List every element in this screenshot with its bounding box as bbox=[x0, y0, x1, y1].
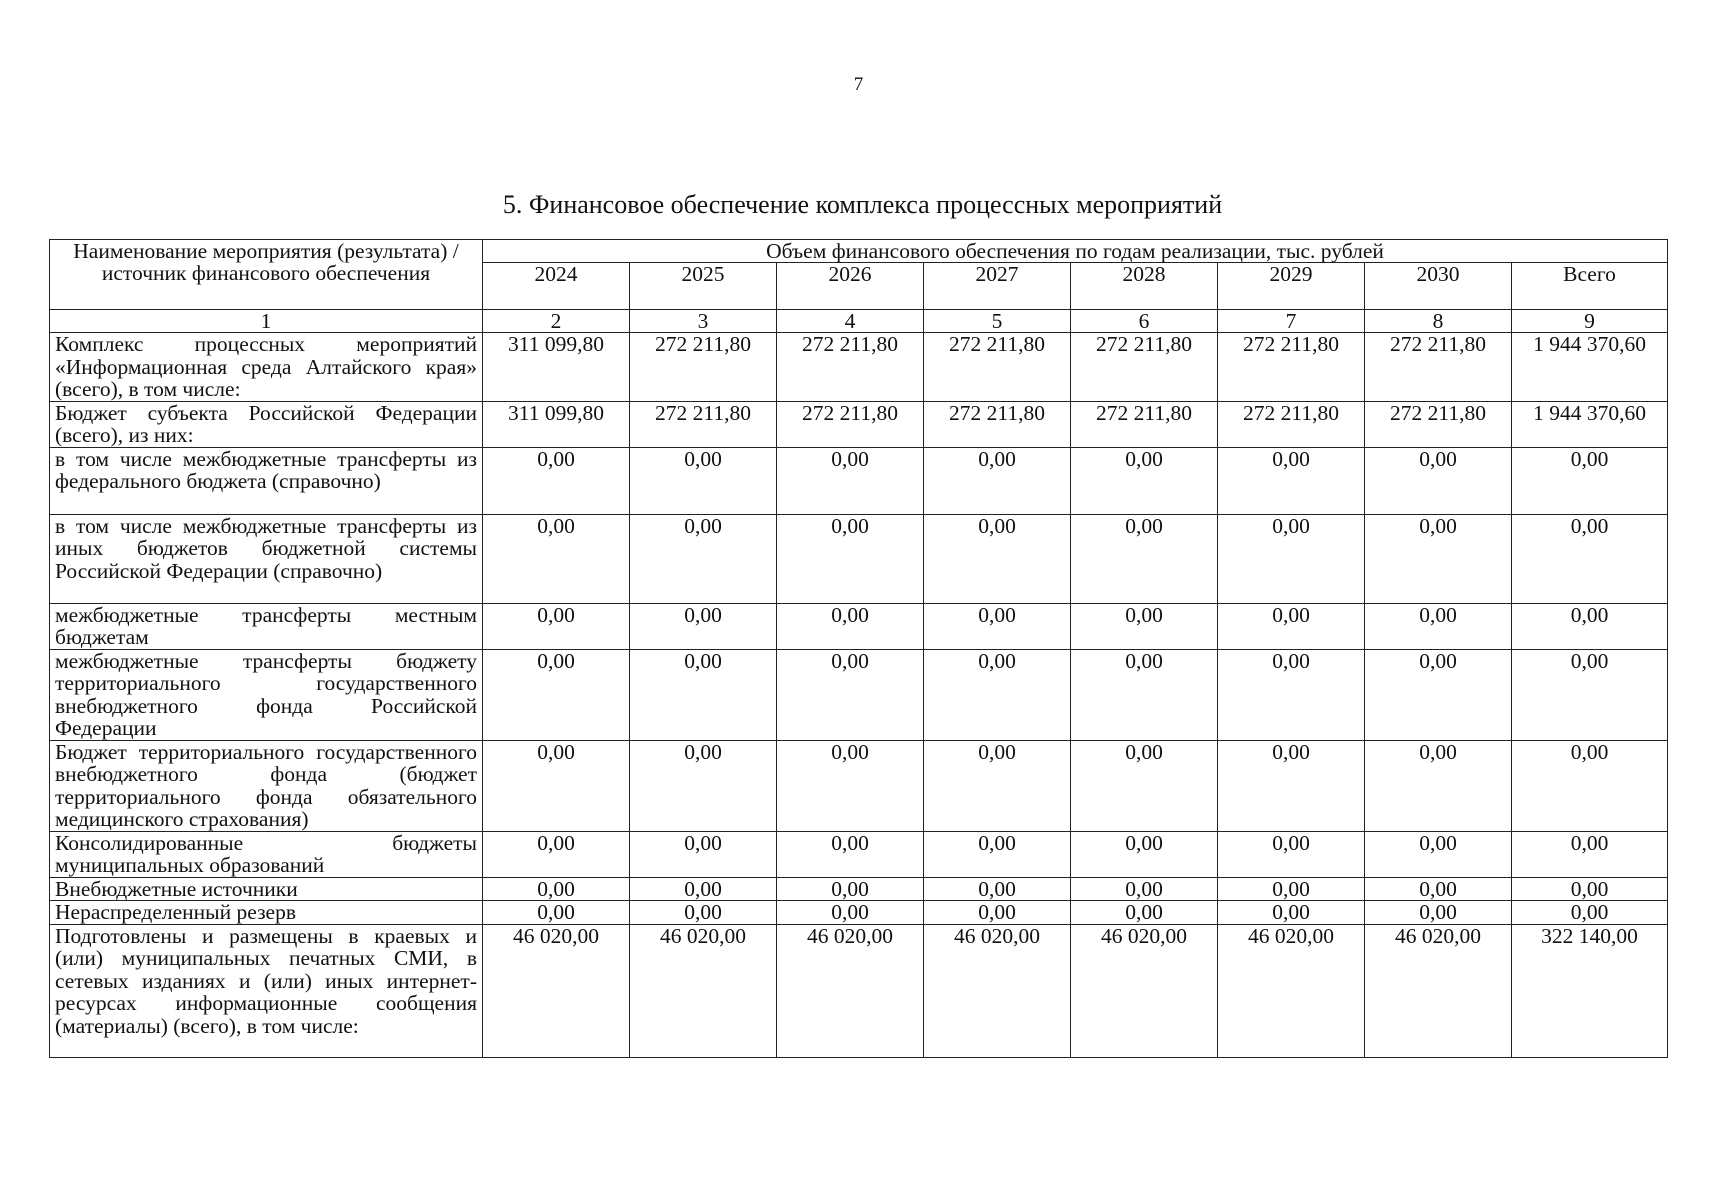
row-value: 272 211,80 bbox=[1365, 401, 1512, 447]
column-number: 7 bbox=[1218, 310, 1365, 333]
row-value: 0,00 bbox=[924, 831, 1071, 877]
row-name: Внебюджетные источники bbox=[50, 877, 483, 901]
row-value-total: 0,00 bbox=[1512, 649, 1668, 740]
row-value-total: 322 140,00 bbox=[1512, 924, 1668, 1057]
row-value: 46 020,00 bbox=[1365, 924, 1512, 1057]
financing-table bbox=[49, 239, 1668, 1058]
row-value-total: 0,00 bbox=[1512, 901, 1668, 925]
row-value-total: 0,00 bbox=[1512, 877, 1668, 901]
row-value: 0,00 bbox=[924, 603, 1071, 649]
row-value: 0,00 bbox=[630, 514, 777, 603]
row-value: 0,00 bbox=[1218, 877, 1365, 901]
row-value: 0,00 bbox=[630, 831, 777, 877]
column-number: 5 bbox=[924, 310, 1071, 333]
row-value: 0,00 bbox=[1365, 831, 1512, 877]
row-value: 272 211,80 bbox=[1218, 333, 1365, 402]
table-row bbox=[50, 333, 1668, 402]
column-number: 1 bbox=[50, 310, 483, 333]
row-value-total: 0,00 bbox=[1512, 831, 1668, 877]
row-value: 0,00 bbox=[630, 740, 777, 831]
row-value: 0,00 bbox=[777, 901, 924, 925]
row-value: 0,00 bbox=[630, 447, 777, 514]
row-value: 46 020,00 bbox=[1218, 924, 1365, 1057]
row-value: 272 211,80 bbox=[630, 333, 777, 402]
row-value: 0,00 bbox=[1071, 740, 1218, 831]
row-value: 0,00 bbox=[630, 877, 777, 901]
table-row bbox=[50, 649, 1668, 740]
row-value: 311 099,80 bbox=[483, 333, 630, 402]
table-row bbox=[50, 877, 1668, 901]
row-value: 0,00 bbox=[630, 901, 777, 925]
row-name: Консолидированные бюджеты муниципальных образований bbox=[50, 831, 483, 877]
table-row bbox=[50, 514, 1668, 603]
row-value: 0,00 bbox=[1218, 740, 1365, 831]
row-value: 0,00 bbox=[777, 514, 924, 603]
row-name: Комплекс процессных мероприятий «Информационная среда Алтайского края» (всего), в том числе: bbox=[50, 333, 483, 402]
row-value: 311 099,80 bbox=[483, 401, 630, 447]
row-name: в том числе межбюджетные трансферты из федерального бюджета (справочно) bbox=[50, 447, 483, 514]
row-value: 0,00 bbox=[1365, 740, 1512, 831]
row-value: 0,00 bbox=[1071, 514, 1218, 603]
row-value: 272 211,80 bbox=[1071, 401, 1218, 447]
row-value: 46 020,00 bbox=[777, 924, 924, 1057]
row-name: межбюджетные трансферты бюджету территориального государственного внебюджетного фонда Российской Федерации bbox=[50, 649, 483, 740]
row-value: 46 020,00 bbox=[1071, 924, 1218, 1057]
row-value-total: 1 944 370,60 bbox=[1512, 333, 1668, 402]
row-value: 272 211,80 bbox=[777, 401, 924, 447]
header-year-2030: 2030 bbox=[1365, 263, 1512, 310]
row-value: 272 211,80 bbox=[777, 333, 924, 402]
section-title: 5. Финансовое обеспечение комплекса процессных мероприятий bbox=[502, 190, 1223, 219]
row-value: 0,00 bbox=[924, 877, 1071, 901]
table-row bbox=[50, 603, 1668, 649]
row-name: Подготовлены и размещены в краевых и (или) муниципальных печатных СМИ, в сетевых изданиях и (или) иных интернет-ресурсах информационные сообщения (материалы) (всего), в том числе: bbox=[50, 924, 483, 1057]
column-number: 2 bbox=[483, 310, 630, 333]
header-total: Всего bbox=[1512, 263, 1668, 310]
row-value-total: 0,00 bbox=[1512, 603, 1668, 649]
table-row bbox=[50, 831, 1668, 877]
row-value: 272 211,80 bbox=[1071, 333, 1218, 402]
row-value: 0,00 bbox=[1365, 447, 1512, 514]
row-value: 0,00 bbox=[1071, 649, 1218, 740]
row-value: 0,00 bbox=[483, 514, 630, 603]
page-number: 7 bbox=[853, 74, 864, 95]
row-value: 0,00 bbox=[1218, 603, 1365, 649]
row-value: 46 020,00 bbox=[924, 924, 1071, 1057]
table-row bbox=[50, 401, 1668, 447]
row-value: 272 211,80 bbox=[1365, 333, 1512, 402]
row-name: Бюджет территориального государственного внебюджетного фонда (бюджет территориального фонда обязательного медицинского страхования) bbox=[50, 740, 483, 831]
row-value: 0,00 bbox=[1218, 514, 1365, 603]
row-value: 272 211,80 bbox=[1218, 401, 1365, 447]
column-number: 8 bbox=[1365, 310, 1512, 333]
row-value: 0,00 bbox=[1218, 649, 1365, 740]
row-value: 0,00 bbox=[1071, 603, 1218, 649]
header-year-2024: 2024 bbox=[483, 263, 630, 310]
row-value: 0,00 bbox=[1218, 447, 1365, 514]
row-value: 0,00 bbox=[1218, 831, 1365, 877]
row-value: 0,00 bbox=[483, 877, 630, 901]
row-value: 0,00 bbox=[1071, 447, 1218, 514]
header-year-2028: 2028 bbox=[1071, 263, 1218, 310]
row-value: 0,00 bbox=[630, 649, 777, 740]
row-value: 0,00 bbox=[777, 603, 924, 649]
column-number: 6 bbox=[1071, 310, 1218, 333]
row-value: 0,00 bbox=[1071, 901, 1218, 925]
row-value: 0,00 bbox=[483, 901, 630, 925]
row-value: 0,00 bbox=[924, 514, 1071, 603]
column-number: 4 bbox=[777, 310, 924, 333]
row-value: 272 211,80 bbox=[630, 401, 777, 447]
header-name-column: Наименование мероприятия (результата) / источник финансового обеспечения bbox=[50, 240, 483, 310]
row-value: 0,00 bbox=[483, 831, 630, 877]
row-value: 0,00 bbox=[1365, 514, 1512, 603]
row-value: 0,00 bbox=[777, 877, 924, 901]
header-year-2027: 2027 bbox=[924, 263, 1071, 310]
column-number: 9 bbox=[1512, 310, 1668, 333]
column-number: 3 bbox=[630, 310, 777, 333]
row-name: Нераспределенный резерв bbox=[50, 901, 483, 925]
row-value: 0,00 bbox=[1218, 901, 1365, 925]
header-year-2029: 2029 bbox=[1218, 263, 1365, 310]
row-value: 0,00 bbox=[924, 740, 1071, 831]
row-value: 0,00 bbox=[777, 740, 924, 831]
table-row bbox=[50, 924, 1668, 1057]
row-value-total: 0,00 bbox=[1512, 447, 1668, 514]
header-year-2026: 2026 bbox=[777, 263, 924, 310]
row-value-total: 0,00 bbox=[1512, 740, 1668, 831]
row-value: 0,00 bbox=[483, 649, 630, 740]
row-value: 0,00 bbox=[483, 603, 630, 649]
row-name: Бюджет субъекта Российской Федерации (всего), из них: bbox=[50, 401, 483, 447]
row-value: 0,00 bbox=[777, 447, 924, 514]
row-value: 0,00 bbox=[1071, 877, 1218, 901]
table-row bbox=[50, 901, 1668, 925]
header-group-title: Объем финансового обеспечения по годам реализации, тыс. рублей bbox=[483, 240, 1668, 263]
row-value: 46 020,00 bbox=[630, 924, 777, 1057]
row-name: в том числе межбюджетные трансферты из иных бюджетов бюджетной системы Российской Федерации (справочно) bbox=[50, 514, 483, 603]
row-value: 0,00 bbox=[1365, 877, 1512, 901]
row-value: 0,00 bbox=[483, 447, 630, 514]
row-value: 0,00 bbox=[924, 649, 1071, 740]
column-number-row bbox=[50, 310, 1668, 333]
row-value-total: 1 944 370,60 bbox=[1512, 401, 1668, 447]
row-value: 0,00 bbox=[1365, 649, 1512, 740]
row-name: межбюджетные трансферты местным бюджетам bbox=[50, 603, 483, 649]
row-value: 0,00 bbox=[630, 603, 777, 649]
row-value-total: 0,00 bbox=[1512, 514, 1668, 603]
row-value: 0,00 bbox=[924, 447, 1071, 514]
row-value: 46 020,00 bbox=[483, 924, 630, 1057]
row-value: 0,00 bbox=[1365, 901, 1512, 925]
table-row bbox=[50, 740, 1668, 831]
row-value: 0,00 bbox=[1365, 603, 1512, 649]
row-value: 0,00 bbox=[924, 901, 1071, 925]
row-value: 0,00 bbox=[777, 649, 924, 740]
row-value: 272 211,80 bbox=[924, 401, 1071, 447]
row-value: 0,00 bbox=[777, 831, 924, 877]
header-year-2025: 2025 bbox=[630, 263, 777, 310]
row-value: 272 211,80 bbox=[924, 333, 1071, 402]
row-value: 0,00 bbox=[1071, 831, 1218, 877]
table-row bbox=[50, 447, 1668, 514]
row-value: 0,00 bbox=[483, 740, 630, 831]
